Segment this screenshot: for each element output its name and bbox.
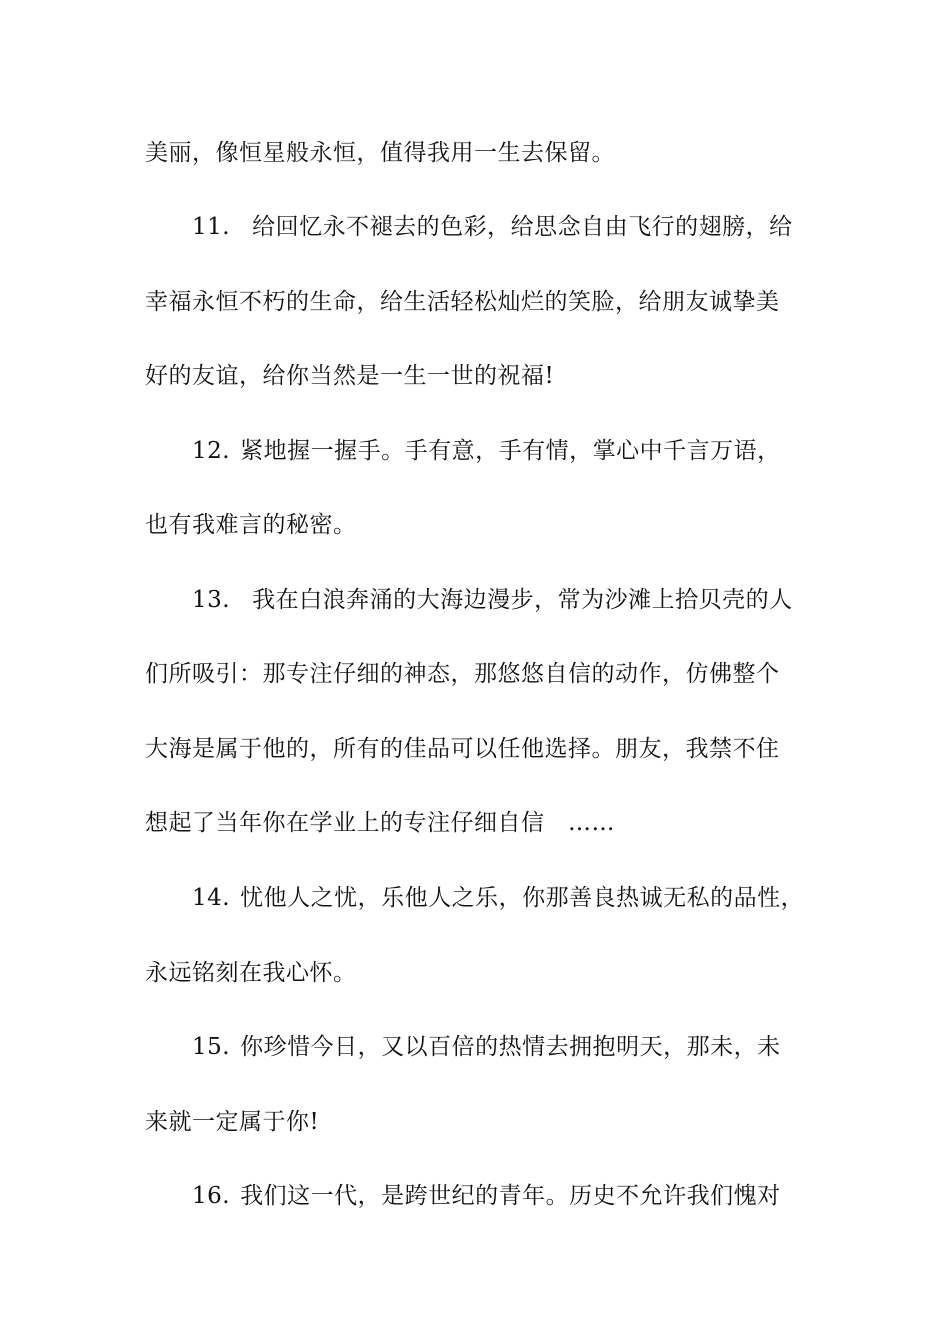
paragraph-12-line-1: 12. 紧地握一握手。手有意，手有情，掌心中千言万语，: [192, 438, 781, 464]
paragraph-number: 14.: [192, 885, 231, 911]
paragraph-13-line-4: 想起了当年你在学业上的专注仔细自信 ……: [145, 810, 615, 836]
paragraph-13-line-3: 大海是属于他的，所有的佳品可以任他选择。朋友，我禁不住: [145, 736, 780, 762]
paragraph-13-line-1: 13. 我在白浪奔涌的大海边漫步，常为沙滩上拾贝壳的人: [192, 587, 793, 613]
paragraph-10-line-2: 美丽，像恒星般永恒，值得我用一生去保留。: [145, 140, 615, 166]
paragraph-13-line-2: 们所吸引：那专注仔细的神态，那悠悠自信的动作，仿佛整个: [145, 661, 780, 687]
paragraph-11-line-3: 好的友谊，给你当然是一生一世的祝福!: [145, 363, 555, 389]
paragraph-number: 13.: [192, 587, 231, 613]
paragraph-16-line-1: 16. 我们这一代，是跨世纪的青年。历史不允许我们愧对: [192, 1183, 781, 1209]
paragraph-14-line-1: 14. 忧他人之忧，乐他人之乐，你那善良热诚无私的品性，: [192, 885, 805, 911]
paragraph-15-line-2: 来就一定属于你!: [145, 1109, 320, 1135]
paragraph-number: 12.: [192, 438, 231, 464]
paragraph-number: 11.: [192, 214, 231, 240]
paragraph-11-line-1: 11. 给回忆永不褪去的色彩，给思念自由飞行的翅膀，给: [192, 214, 793, 240]
paragraph-15-line-1: 15. 你珍惜今日，又以百倍的热情去拥抱明天，那未，未: [192, 1034, 781, 1060]
paragraph-11-line-2: 幸福永恒不朽的生命，给生活轻松灿烂的笑脸，给朋友诚挚美: [145, 289, 780, 315]
paragraph-12-line-2: 也有我难言的秘密。: [145, 512, 357, 538]
paragraph-14-line-2: 永远铭刻在我心怀。: [145, 960, 357, 986]
paragraph-number: 16.: [192, 1183, 231, 1209]
paragraph-number: 15.: [192, 1034, 231, 1060]
